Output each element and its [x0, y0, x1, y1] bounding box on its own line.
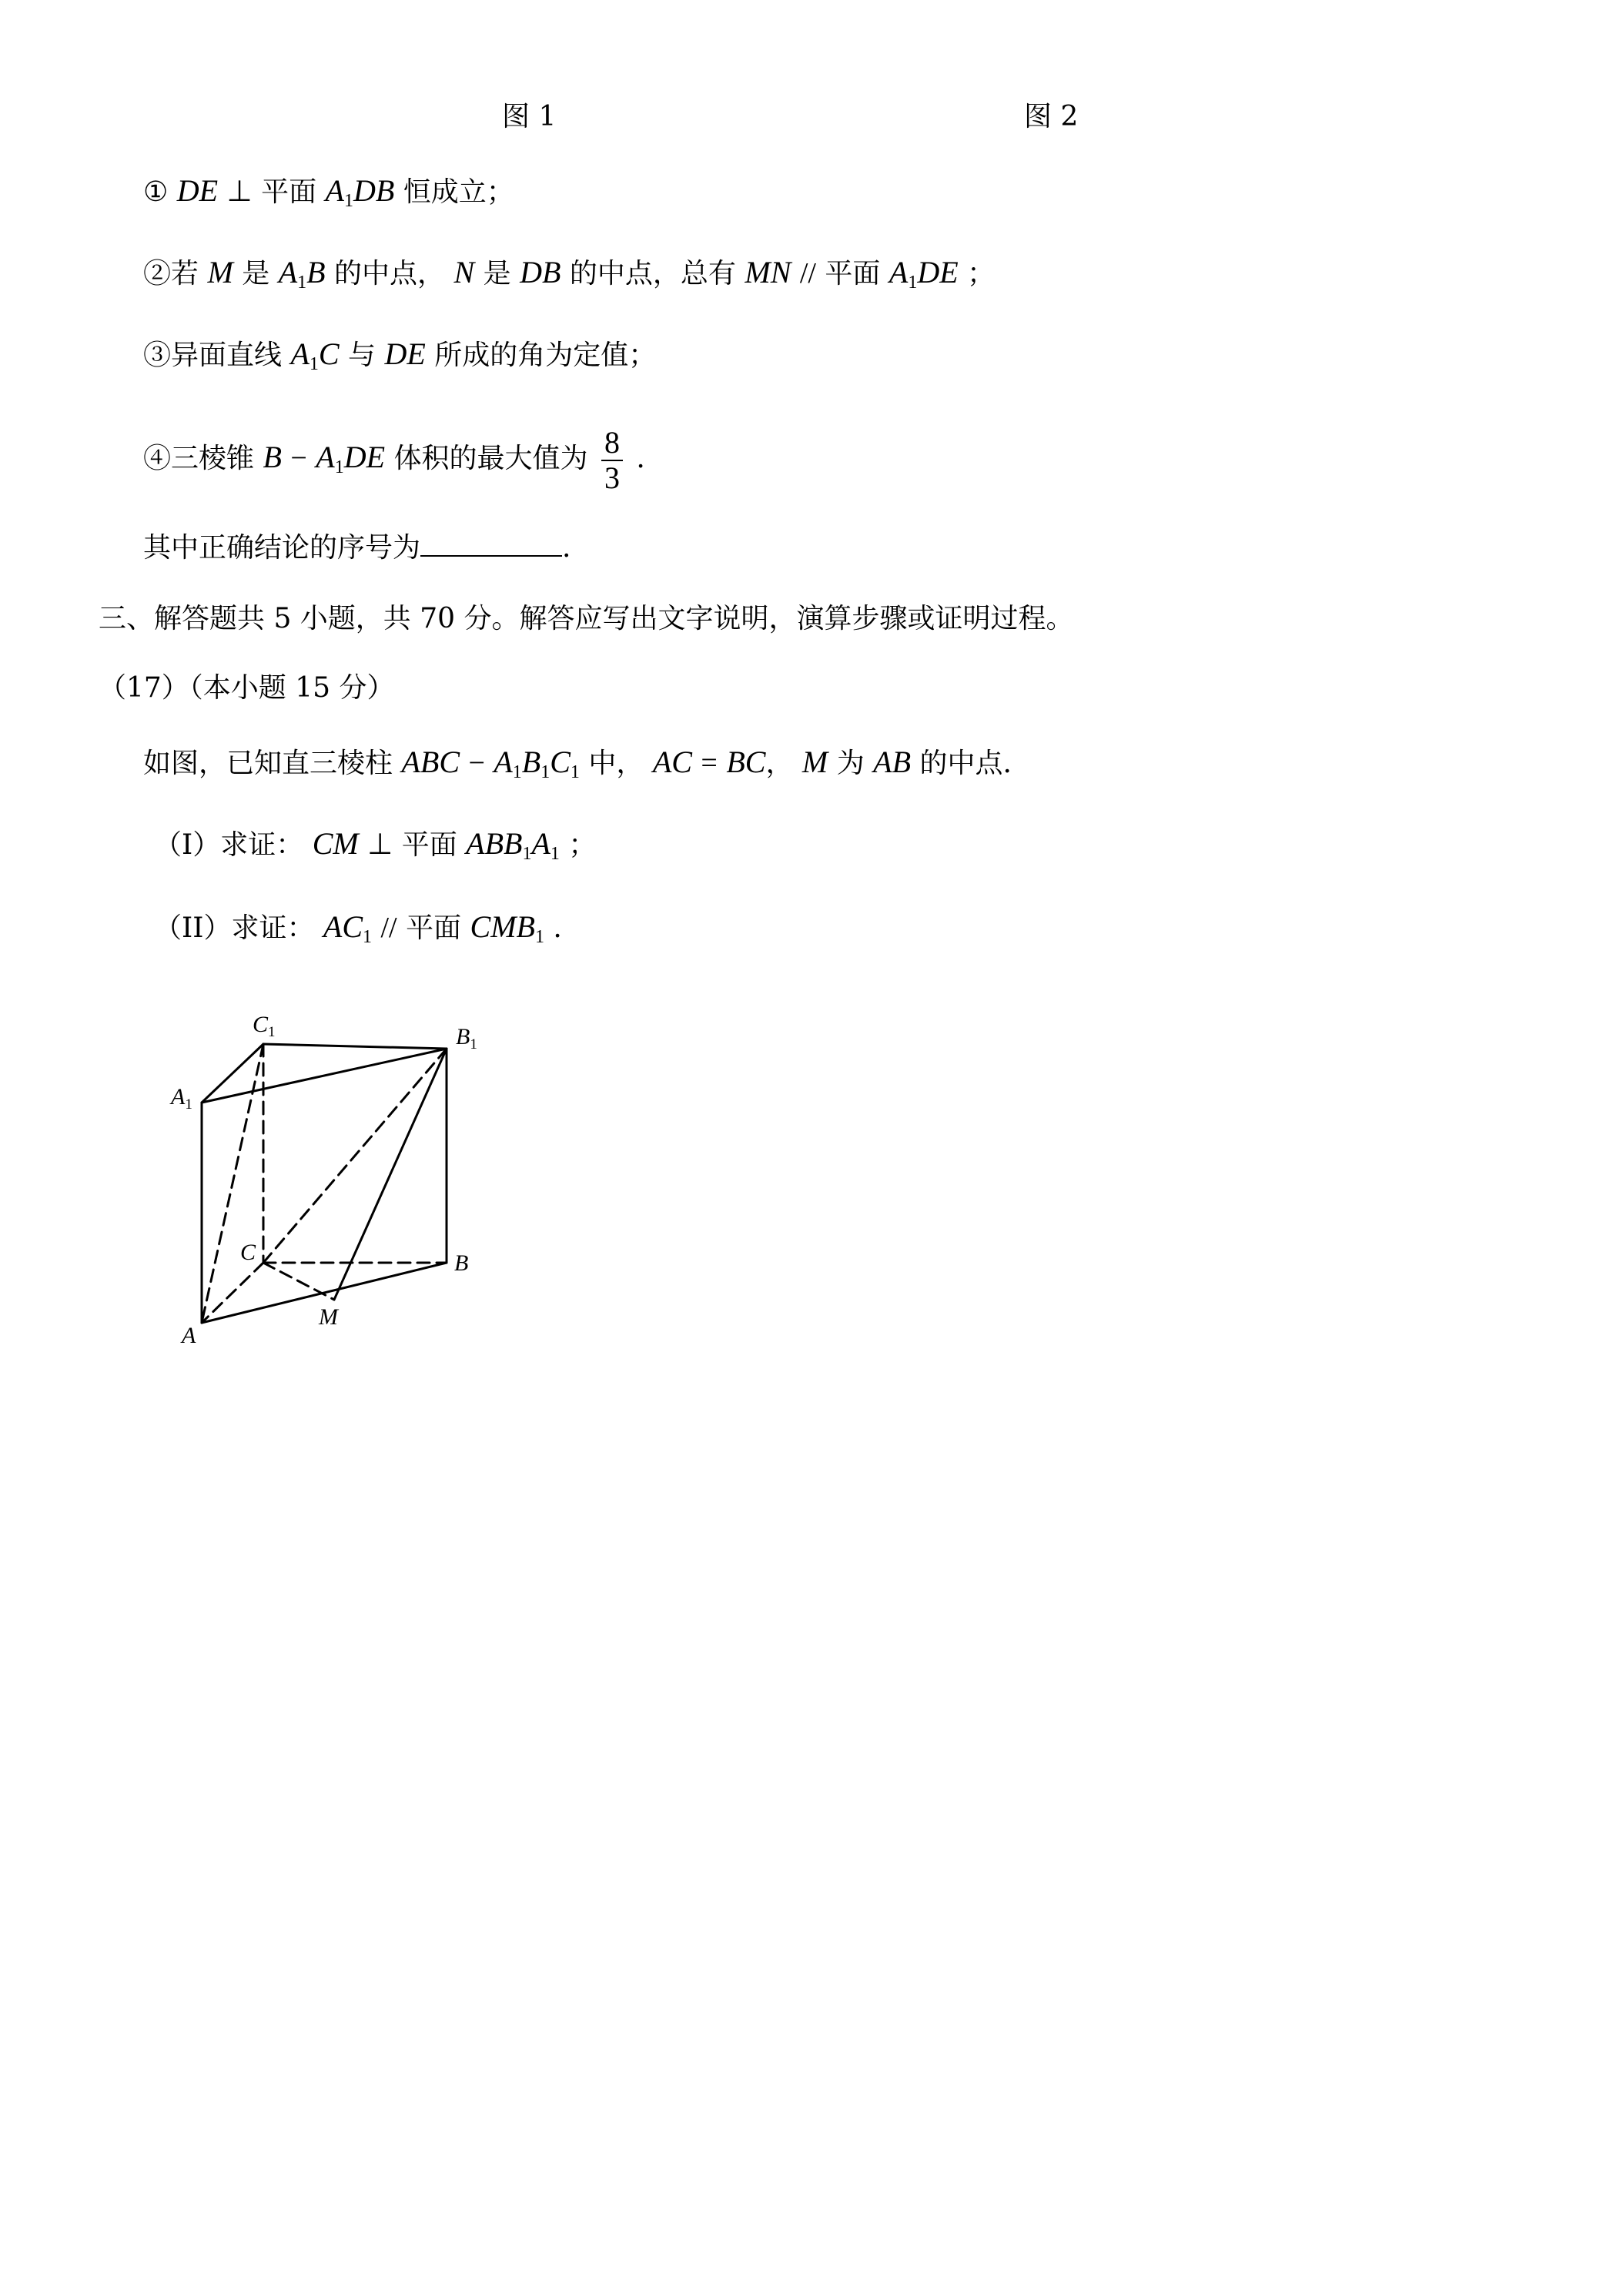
- conclusion-3-text-a: 与: [348, 340, 376, 371]
- conclusion-2: ②若 M 是 $A_1B$ 的中点， N 是 DB 的中点，总有 MN // 平面 $A_1DE$ ；: [143, 255, 996, 293]
- conclusion-3-marker: ③异面直线: [143, 340, 283, 371]
- figure-1-caption: 图 1: [502, 101, 557, 132]
- label-B: B: [454, 1250, 469, 1276]
- label-C1: $C_1$: [253, 1012, 276, 1040]
- edge-AC: [202, 1263, 263, 1323]
- answer-end: .: [562, 532, 571, 564]
- edge-AC1: [202, 1044, 263, 1323]
- problem-17-part-2: （II）求证： $AC_1$ // 平面 $CMB_1$ .: [154, 909, 562, 948]
- part-1-text-end: ；: [568, 829, 597, 861]
- conclusion-4: ④三棱锥 $B - A_1DE$ 体积的最大值为 $\frac{8}{3}$ .: [143, 425, 645, 495]
- label-B1: $B_1$: [456, 1024, 477, 1053]
- conclusion-4-text-end: .: [636, 443, 645, 474]
- conclusion-4-marker: ④三棱锥: [143, 443, 255, 474]
- fraction-numerator: 8: [601, 426, 623, 461]
- conclusion-1-marker: ①: [143, 176, 169, 208]
- part-2-label: （II）求证：: [154, 912, 315, 944]
- conclusion-4-text-a: 体积的最大值为: [393, 443, 588, 474]
- part-2-text-mid: 平面: [406, 912, 462, 944]
- edge-CB1: [263, 1049, 447, 1263]
- stem-comma: ，: [765, 748, 794, 779]
- conclusion-1-text-end: 恒成立；: [403, 176, 514, 208]
- conclusion-2-text-end: ；: [967, 258, 996, 290]
- conclusion-3: ③异面直线 $A_1C$ 与 DE 所成的角为定值；: [143, 336, 657, 375]
- section-heading: 三、解答题共 5 小题，共 70 分。解答应写出文字说明，演算步骤或证明过程。: [99, 603, 1074, 634]
- conclusion-1-text-a: 平面: [261, 176, 317, 208]
- part-1-label: （I）求证：: [154, 829, 304, 861]
- fraction-denominator: 3: [604, 460, 620, 495]
- conclusion-2-text-c: 是: [483, 258, 511, 290]
- edge-CM: [263, 1263, 334, 1300]
- label-A: A: [182, 1323, 196, 1348]
- label-M: M: [319, 1304, 338, 1330]
- conclusion-2-marker: ②若: [143, 258, 199, 290]
- label-A1: $A_1$: [171, 1084, 192, 1113]
- part-2-text-end: .: [553, 912, 562, 944]
- conclusion-2-text-b: 的中点，: [334, 258, 446, 290]
- conclusion-2-text-d: 的中点，总有: [569, 258, 736, 290]
- conclusion-3-text-b: 所成的角为定值；: [434, 340, 657, 371]
- edge-C1B1: [263, 1044, 447, 1049]
- answer-prompt: 其中正确结论的序号为: [143, 532, 421, 564]
- conclusion-1: ① DE ⊥ 平面 $A_1DB$ 恒成立；: [143, 173, 514, 212]
- problem-17-part-1: （I）求证： CM ⊥ 平面 $ABB_1A_1$ ；: [154, 826, 597, 865]
- stem-text-mid: 中，: [588, 748, 644, 779]
- edge-A1C1: [202, 1044, 263, 1103]
- conclusion-2-text-a: 是: [242, 258, 270, 290]
- part-1-text-mid: 平面: [401, 829, 457, 861]
- label-C: C: [240, 1240, 256, 1265]
- stem-text-is: 为: [836, 748, 865, 779]
- problem-17-stem: 如图，已知直三棱柱 ABC − $A_1B_1C_1$ 中， AC = BC， M 为 AB 的中点.: [143, 745, 1012, 783]
- edge-A1B1: [202, 1049, 447, 1103]
- stem-text-lead: 如图，已知直三棱柱: [143, 748, 393, 779]
- conclusion-2-text-e: 平面: [825, 258, 881, 290]
- figure-2-caption: 图 2: [1024, 101, 1079, 132]
- stem-text-end: 的中点.: [919, 748, 1012, 779]
- problem-17-header: （17）（本小题 15 分）: [99, 672, 395, 704]
